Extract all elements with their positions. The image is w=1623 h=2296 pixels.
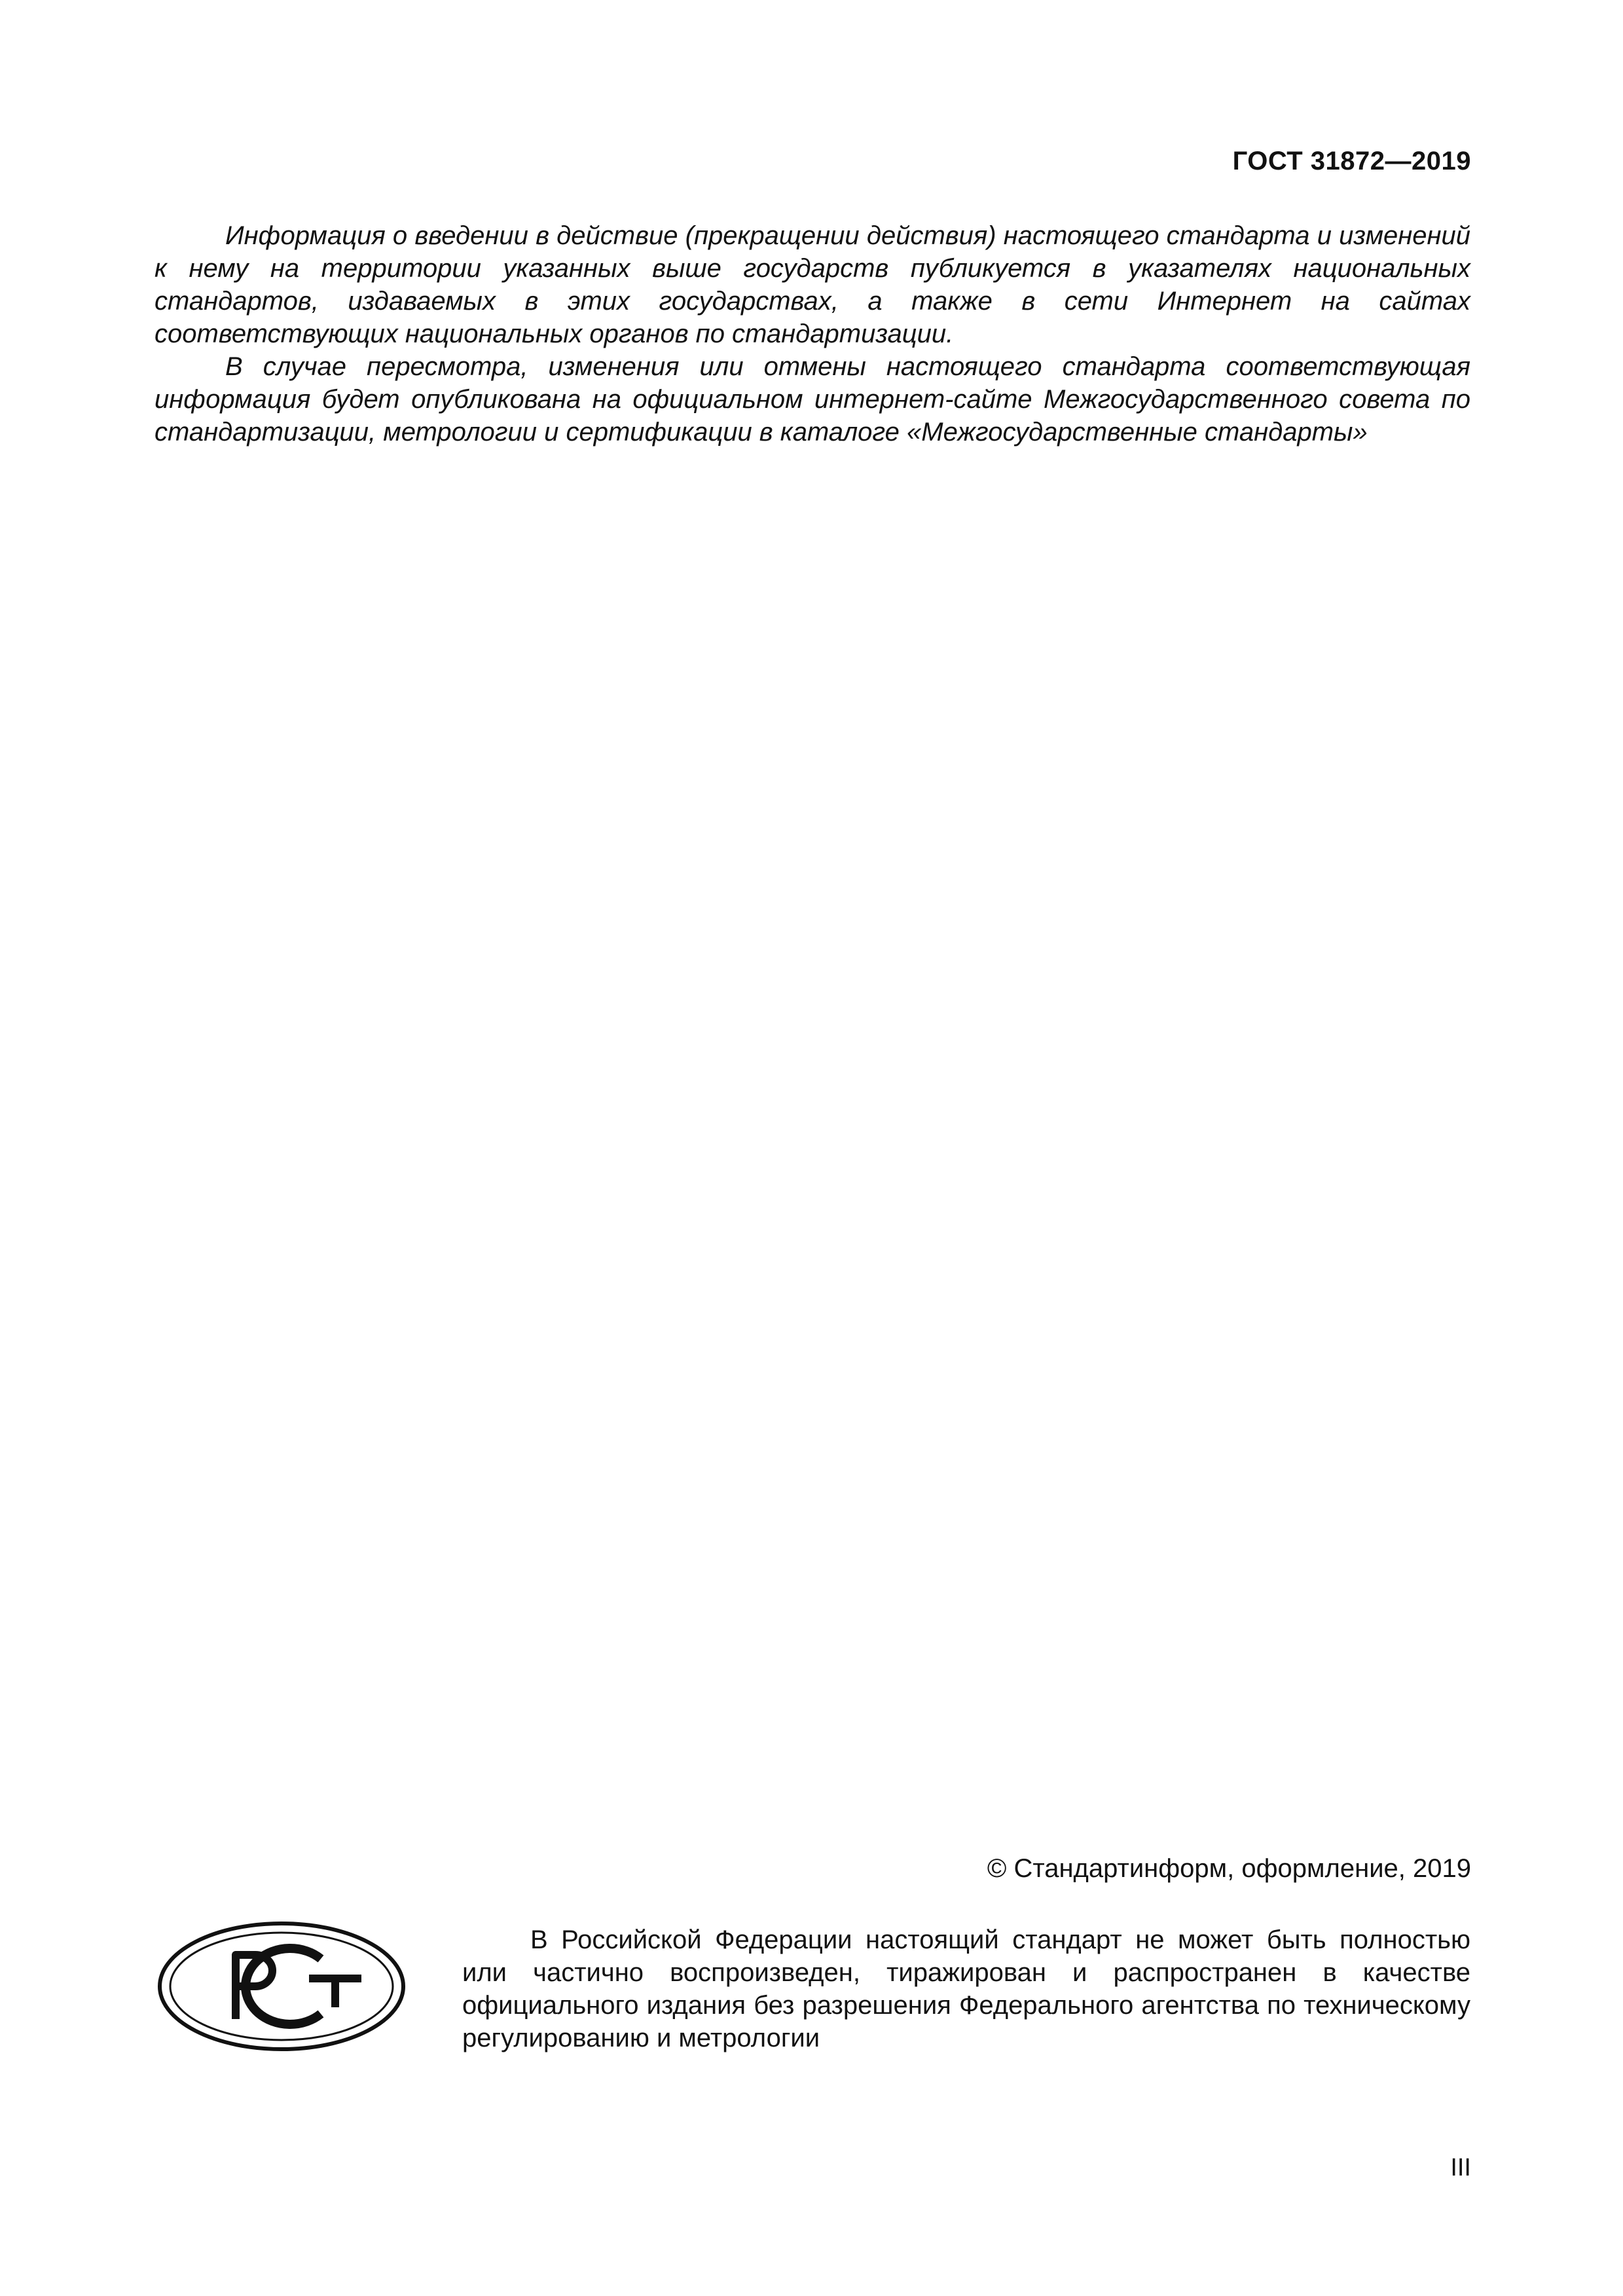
notice-text: В Российской Федерации настоящий стандарт не может быть полностью или частично воспроизведен, тиражирован и распространен в качестве официального издания без разрешения Федерального агентства по техническому регулированию и метрологии (462, 1925, 1470, 2052)
copyright-line: © Стандартинформ, оформление, 2019 (987, 1854, 1471, 1883)
page-number: III (1450, 2154, 1471, 2181)
document-number: ГОСТ 31872—2019 (1232, 147, 1471, 175)
intro-section (155, 219, 1470, 448)
intro-paragraph: В случае пересмотра, изменения или отмены настоящего стандарта соответствующая информация будет опубликована на официальном интернет-сайте Межгосударственного совета по стандартизации, метрологии и сертификации в каталоге «Межгосударственные стандарты» (155, 352, 1470, 446)
rst-logo (157, 1921, 406, 2052)
reproduction-notice (462, 1923, 1470, 2054)
intro-paragraph: Информация о введении в действие (прекращении действия) настоящего стандарта и изменений к нему на территории указанных выше государств публикуется в указателях национальных стандартов, издаваемых в этих государствах, а также в сети Интернет на сайтах соответствующих национальных органов по стандартизации. (155, 221, 1470, 348)
